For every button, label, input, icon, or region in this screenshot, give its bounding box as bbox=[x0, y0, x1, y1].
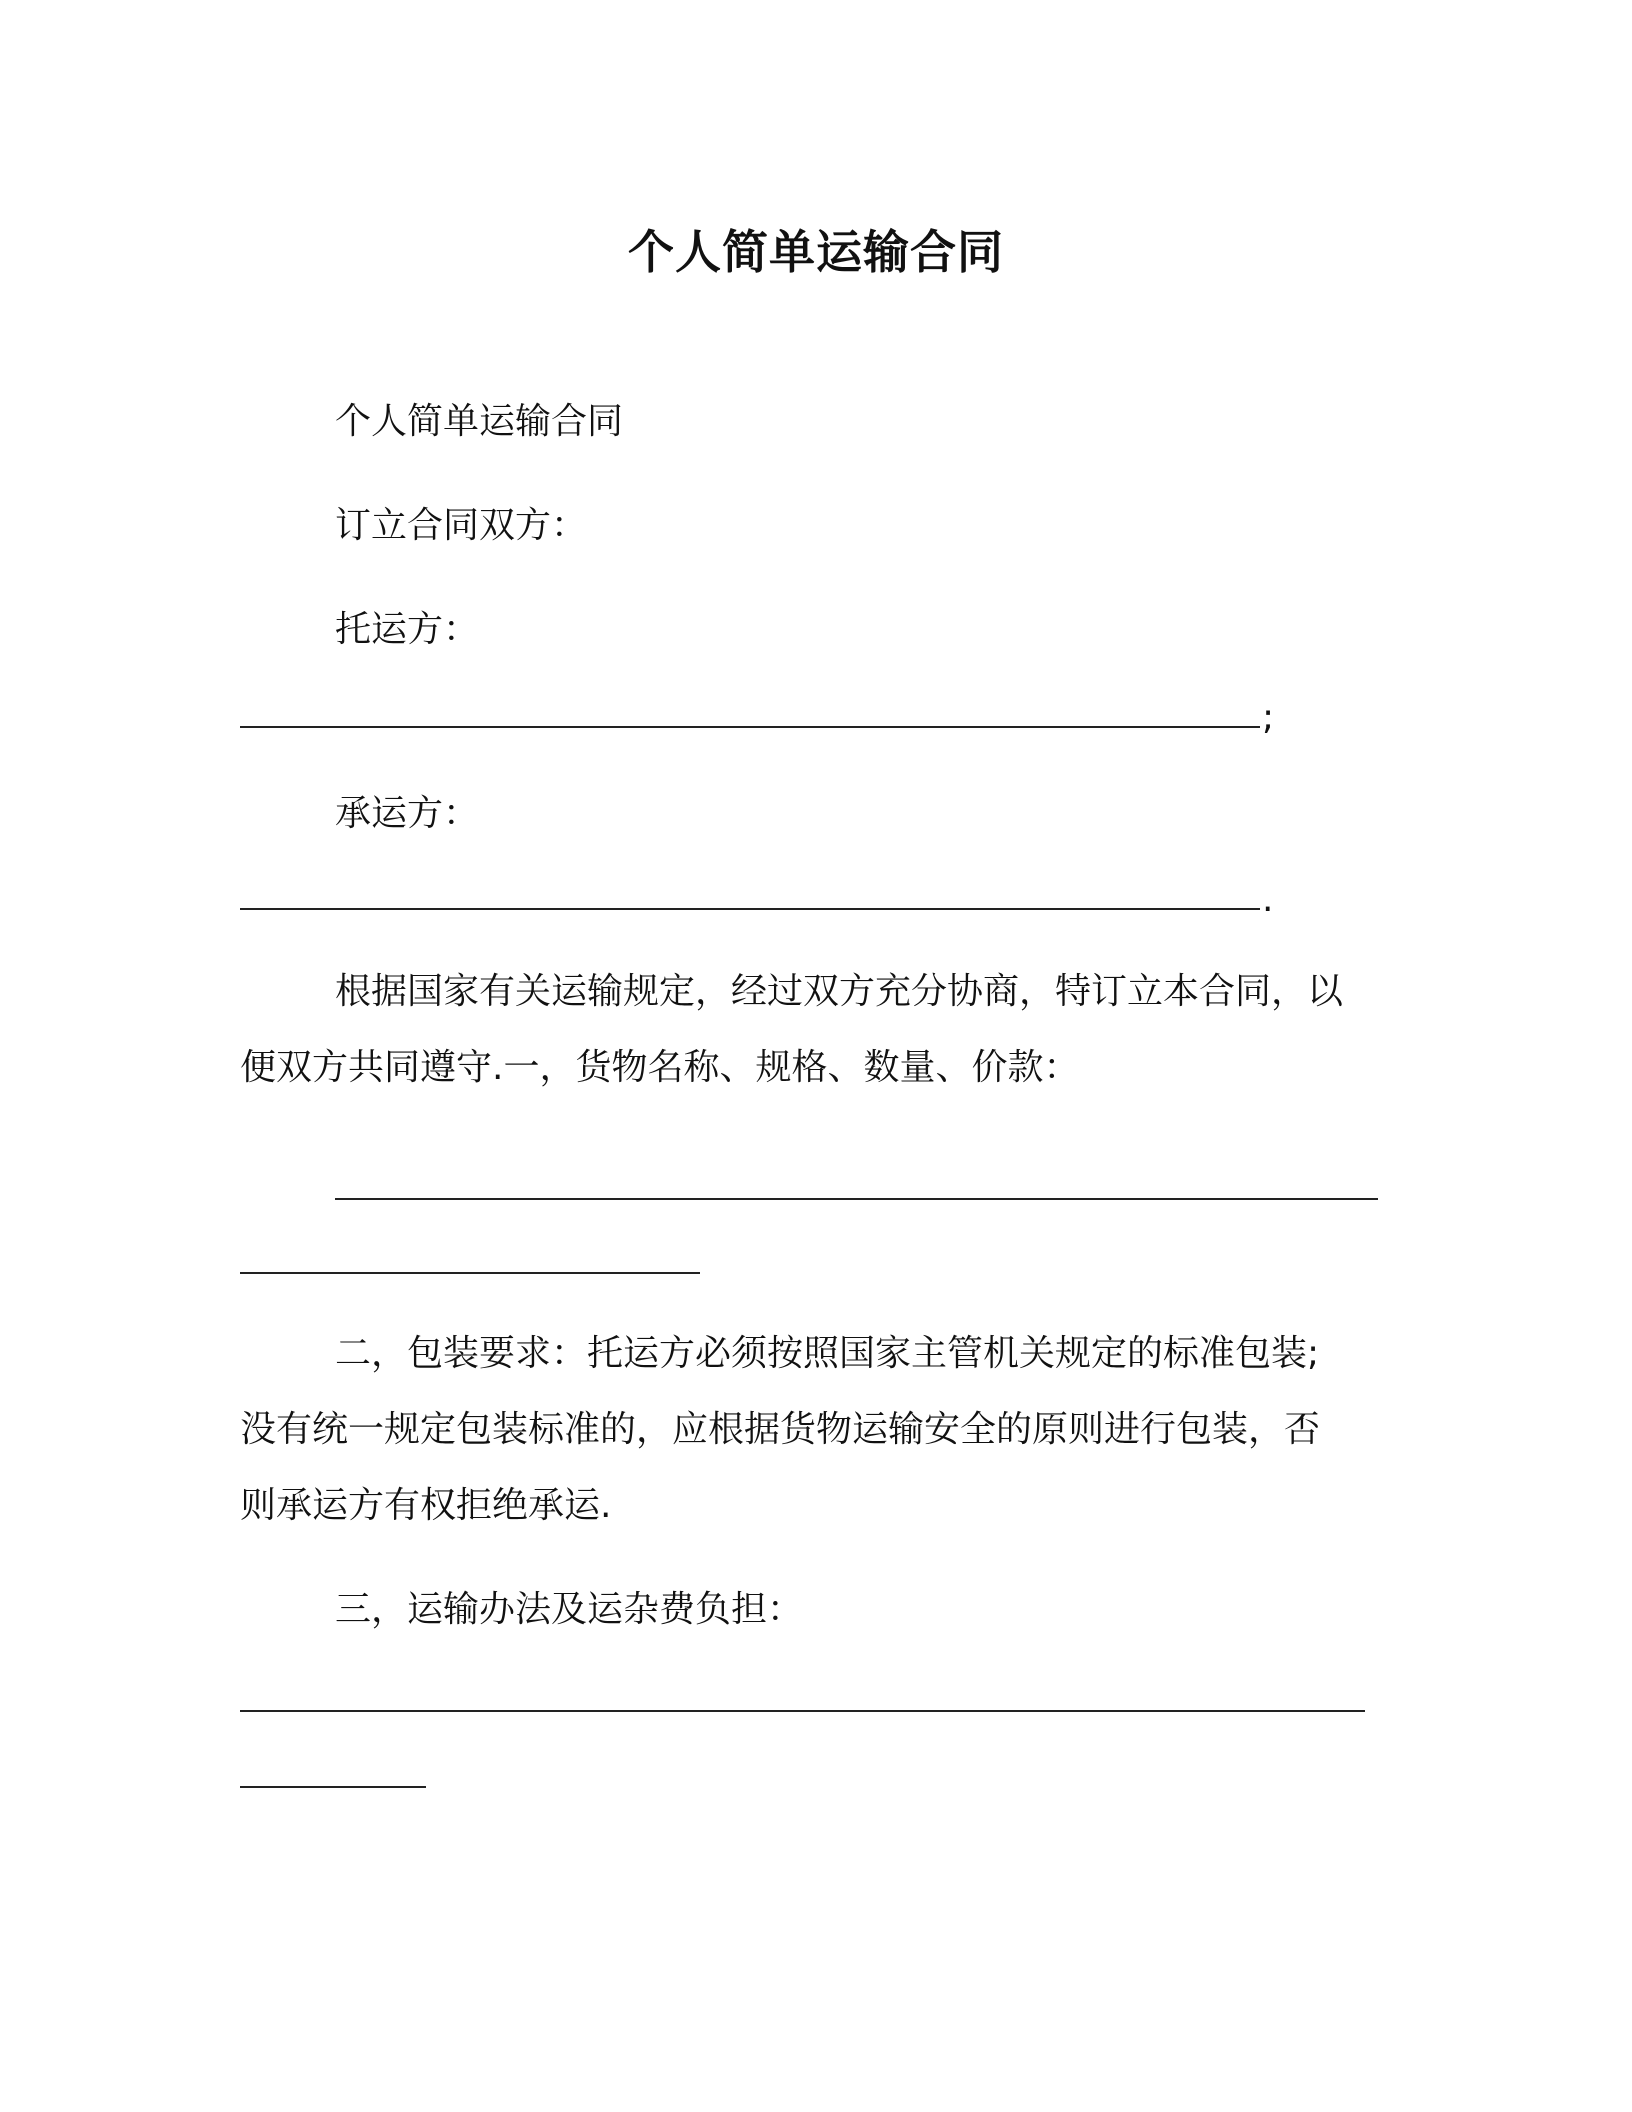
transport-blank-line1 bbox=[240, 1710, 1365, 1712]
clause2-line3: 则承运方有权拒绝承运. bbox=[240, 1485, 612, 1526]
contract-heading: 个人简单运输合同 bbox=[335, 401, 624, 442]
shipper-line-end: ; bbox=[1262, 697, 1275, 738]
carrier-label: 承运方： bbox=[335, 793, 480, 834]
transport-blank-line2 bbox=[240, 1786, 426, 1788]
clause2-line1: 二，包装要求：托运方必须按照国家主管机关规定的标准包装; bbox=[335, 1333, 1320, 1374]
parties-label: 订立合同双方： bbox=[335, 505, 588, 546]
clause3-heading: 三，运输办法及运杂费负担： bbox=[335, 1589, 804, 1630]
carrier-blank-line bbox=[240, 908, 1260, 910]
intro-paragraph-line2: 便双方共同遵守.一，货物名称、规格、数量、价款： bbox=[240, 1047, 1080, 1088]
goods-blank-line1 bbox=[335, 1198, 1378, 1200]
clause2-line2: 没有统一规定包装标准的，应根据货物运输安全的原则进行包装，否 bbox=[240, 1409, 1321, 1450]
shipper-label: 托运方： bbox=[335, 609, 480, 650]
carrier-line-end: . bbox=[1262, 879, 1274, 920]
document-title: 个人简单运输合同 bbox=[628, 225, 1004, 279]
shipper-blank-line bbox=[240, 726, 1260, 728]
goods-blank-line2 bbox=[240, 1272, 700, 1274]
intro-paragraph-line1: 根据国家有关运输规定，经过双方充分协商，特订立本合同，以 bbox=[335, 971, 1344, 1012]
